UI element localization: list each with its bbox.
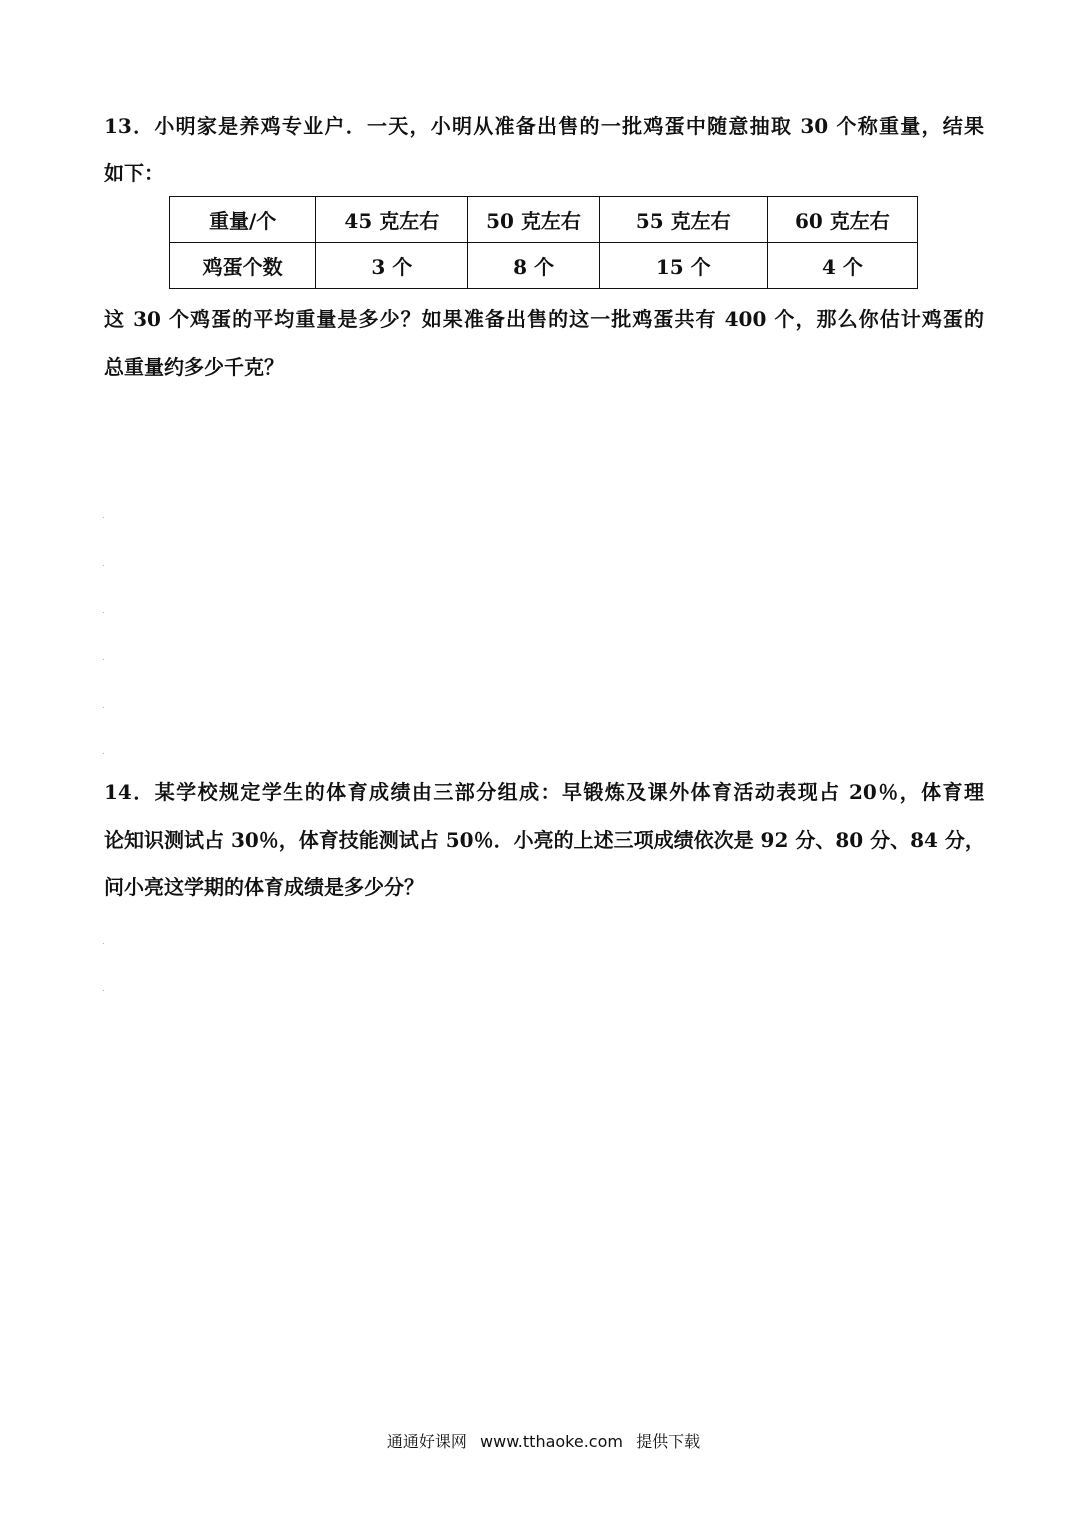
footer-site-name: 通通好课网	[386, 1432, 467, 1451]
paragraph-mark: .	[102, 511, 105, 520]
table-cell: 重量/个	[170, 197, 316, 243]
table-cell: 45 克左右	[316, 197, 468, 243]
table-row-header	[170, 197, 918, 243]
q14-text-line-3: 问小亮这学期的体育成绩是多少分？	[104, 875, 424, 899]
table-cell: 3 个	[316, 243, 468, 289]
table-cell: 8 个	[468, 243, 599, 289]
paragraph-mark: .	[102, 606, 105, 615]
paragraph-mark: .	[102, 701, 105, 710]
paragraph-mark: .	[102, 653, 105, 662]
egg-weight-table	[169, 196, 918, 289]
table-cell: 55 克左右	[599, 197, 767, 243]
paragraph-mark: .	[102, 937, 105, 946]
footer-action: 提供下载	[636, 1432, 701, 1451]
q13-text-line-2: 如下：	[104, 161, 164, 185]
q13-text-line-1: 13．小明家是养鸡专业户．一天，小明从准备出售的一批鸡蛋中随意抽取 30 个称重量，结果	[104, 114, 984, 138]
footer-url: www.tthaoke.com	[480, 1432, 623, 1451]
q13-text-line-3: 这 30 个鸡蛋的平均重量是多少？如果准备出售的这一批鸡蛋共有 400 个，那么你估计鸡蛋的	[104, 307, 984, 331]
table-row-counts	[170, 243, 918, 289]
table-cell: 50 克左右	[468, 197, 599, 243]
page-footer	[0, 1430, 1087, 1454]
paragraph-mark: .	[102, 559, 105, 568]
table-cell: 4 个	[767, 243, 917, 289]
q14-text-line-1: 14．某学校规定学生的体育成绩由三部分组成：早锻炼及课外体育活动表现占 20％，体育理	[104, 780, 984, 804]
paragraph-mark: .	[102, 747, 105, 756]
q13-text-line-4: 总重量约多少千克？	[104, 355, 284, 379]
table-cell: 15 个	[599, 243, 767, 289]
paragraph-mark: .	[102, 984, 105, 993]
q14-text-line-2: 论知识测试占 30％，体育技能测试占 50％．小亮的上述三项成绩依次是 92 分、80 分、84 分，	[104, 828, 985, 852]
table-cell: 60 克左右	[767, 197, 917, 243]
table-cell: 鸡蛋个数	[170, 243, 316, 289]
